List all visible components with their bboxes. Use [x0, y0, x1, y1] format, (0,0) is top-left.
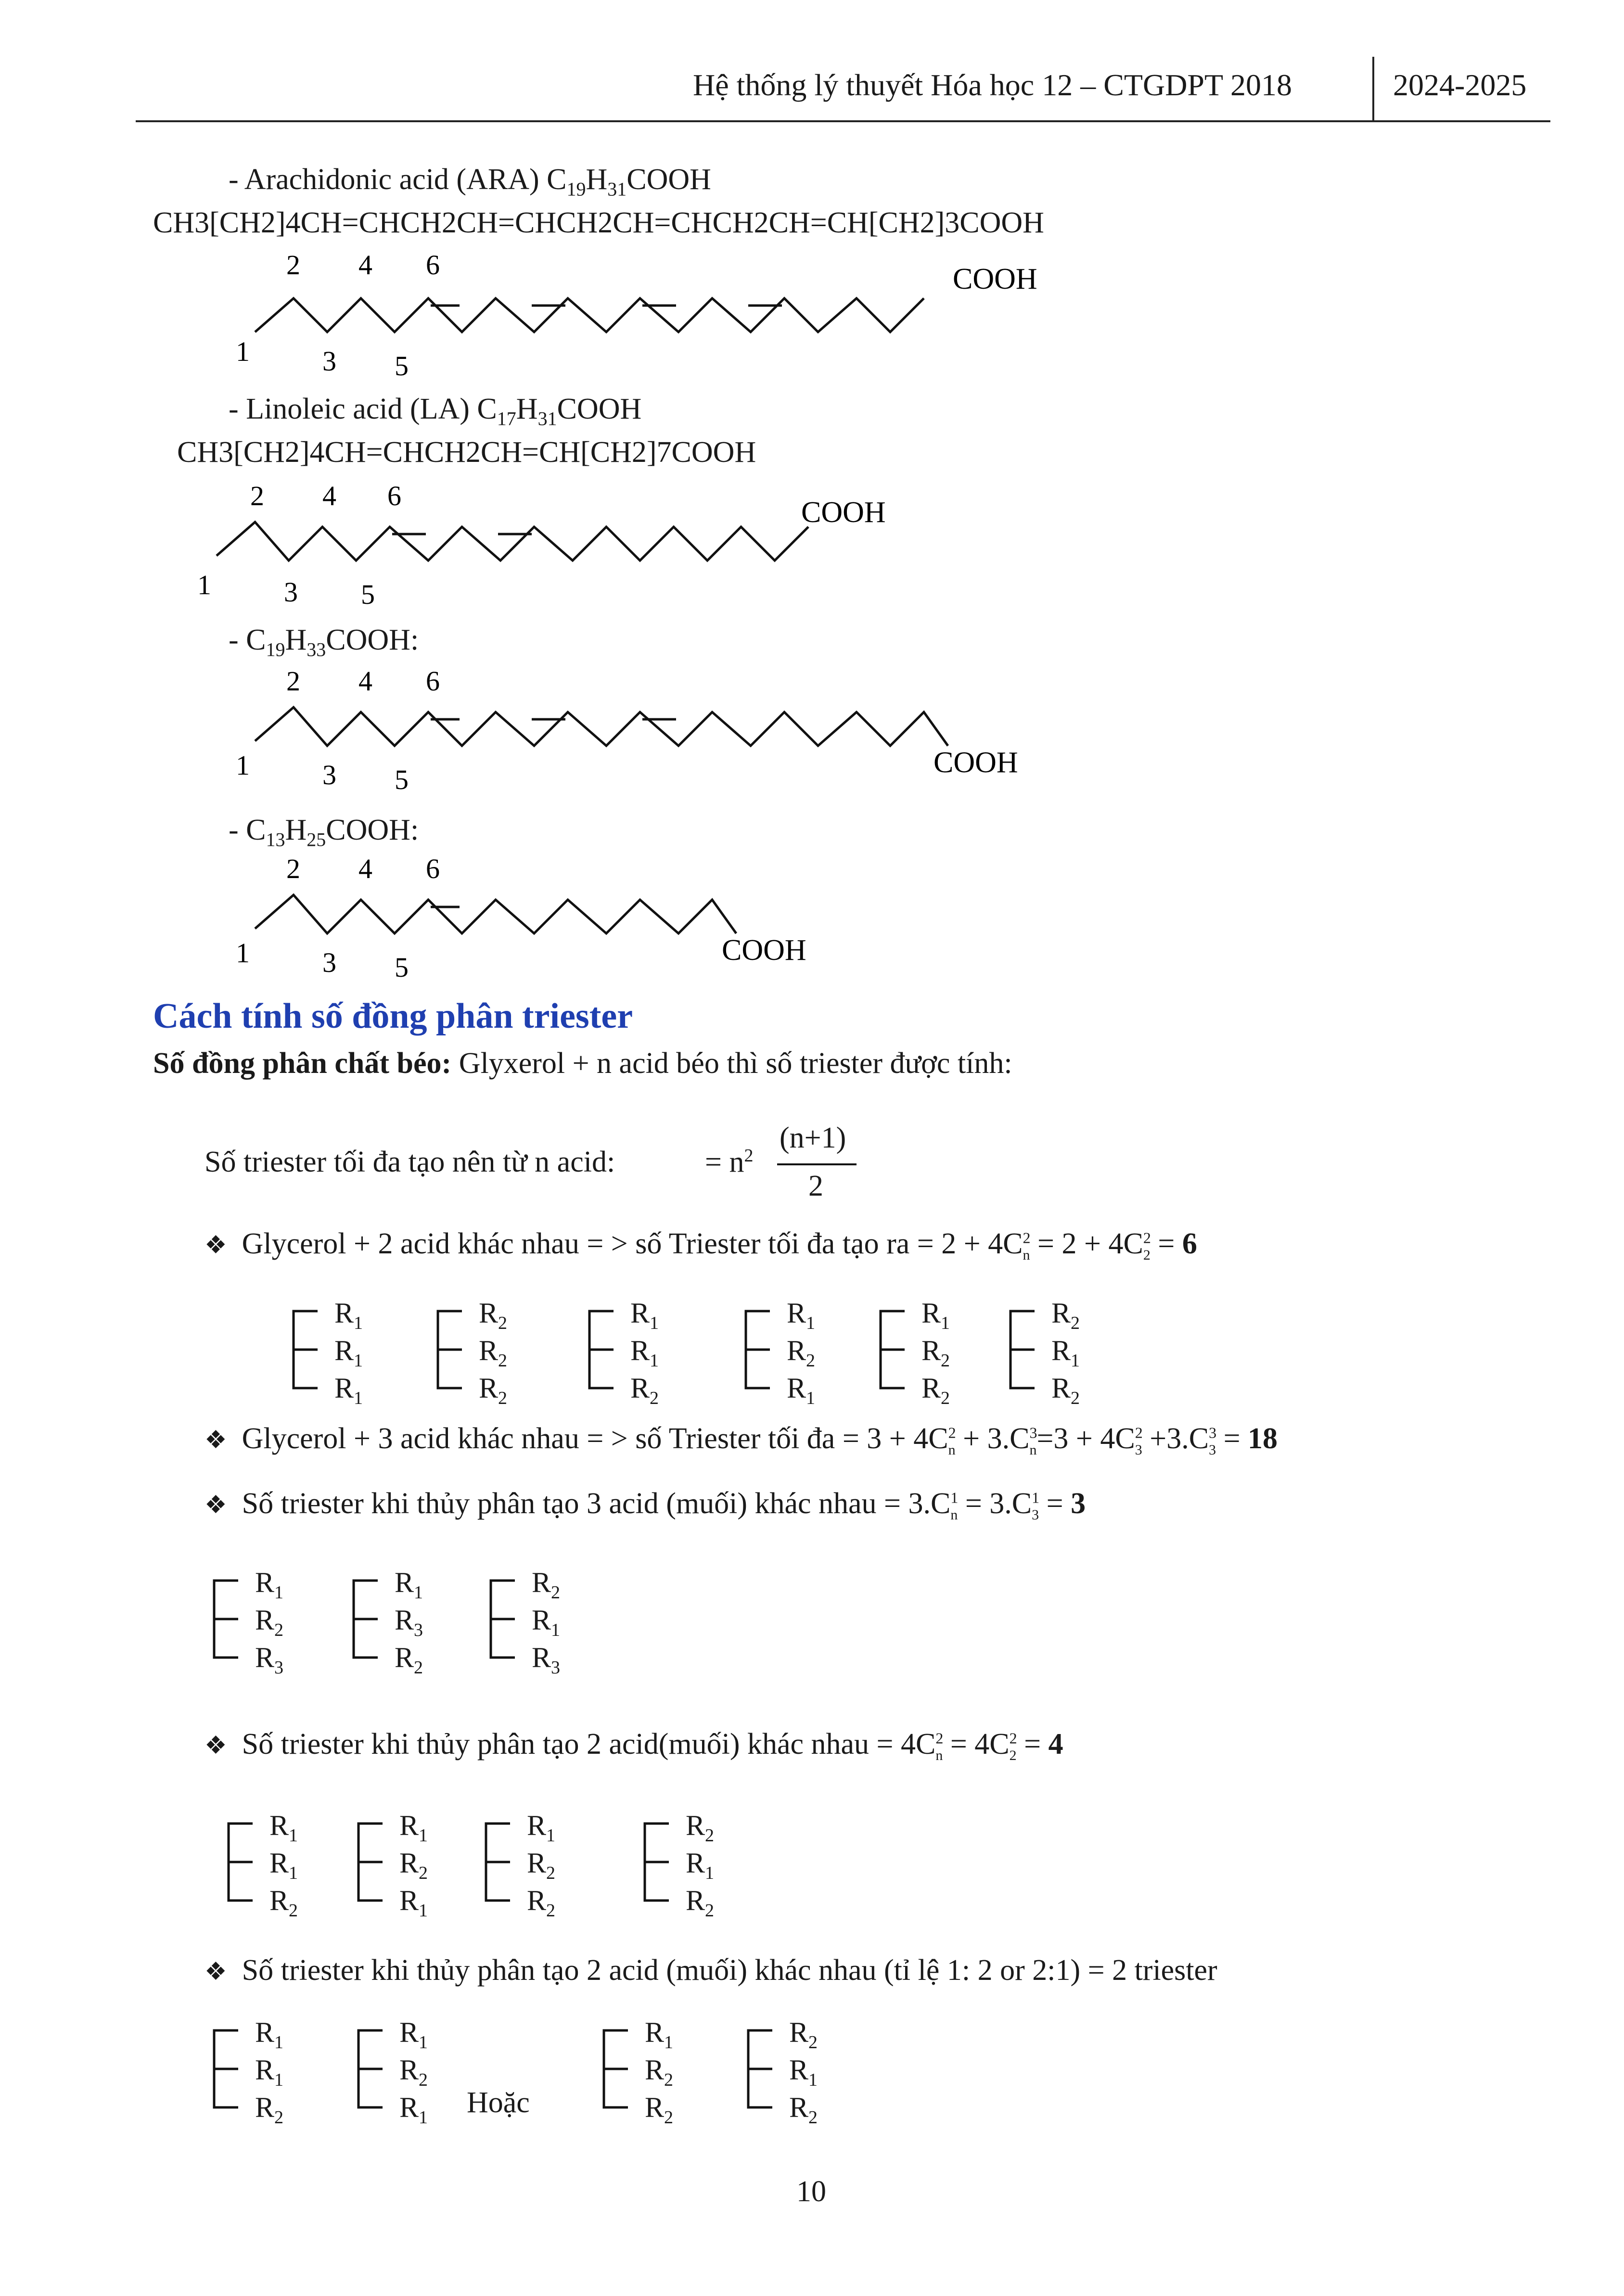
bullet-diamond-icon: ❖ — [205, 1732, 227, 1760]
skeleton-label-1: 1 — [236, 336, 250, 367]
r-group-label: $R_1$ — [787, 1297, 816, 1333]
cooh-label: COOH — [722, 934, 806, 967]
header-year: 2024-2025 — [1393, 68, 1527, 102]
triester-structure — [481, 1804, 587, 1920]
r-group-label: $R_1$ — [334, 1297, 363, 1333]
r-group-label: $R_1$ — [645, 2016, 674, 2053]
bullet-4: ❖ Số triester khi thủy phân tạo 2 acid(muối) khác nhau = $4C^2_n = 4C^2_2 = 4$ — [205, 1728, 1063, 1764]
skeleton-label-3: 3 — [322, 947, 336, 978]
skeleton-label-1: 1 — [236, 750, 250, 781]
page-number: 10 — [796, 2175, 826, 2208]
bullet-1: ❖ Glycerol + 2 acid khác nhau = > số Triester tối đa tạo ra = $2 + 4C^2_n = 2 + 4C^2_2 = 6$ — [205, 1227, 1197, 1263]
r-group-label: $R_1$ — [630, 1297, 659, 1333]
triester-structure — [741, 1292, 847, 1407]
r-group-label: $R_1$ — [334, 1372, 363, 1408]
r-group-label: $R_1$ — [395, 1567, 423, 1603]
r-group-label: $R_2$ — [479, 1335, 508, 1371]
hoac-label: Hoặc — [467, 2086, 530, 2119]
r-group-label: $R_2$ — [527, 1885, 556, 1921]
glycerol-bracket-icon — [354, 1804, 387, 1920]
la-label: - Linoleic acid (LA) $C_{17}H_{31}COOH$ — [229, 393, 642, 430]
r-group-label: $R_1$ — [255, 2016, 284, 2053]
header-divider-vertical — [1372, 57, 1374, 120]
ara-label: - Arachidonic acid (ARA) $C_{19}H_{31}COOH$ — [229, 163, 711, 200]
skeleton-label-5: 5 — [395, 952, 409, 983]
triester-structure — [209, 1561, 315, 1677]
r-group-label: $R_1$ — [921, 1297, 950, 1333]
ara-formula: CH3[CH2]4CH=CHCH2CH=CHCH2CH=CHCH2CH=CH[CH2]3COOH — [153, 206, 1044, 239]
fraction-bar — [777, 1163, 857, 1165]
skeleton-label-4: 4 — [358, 250, 372, 281]
c13-skeleton — [226, 852, 900, 996]
r-group-label: $R_2$ — [1051, 1297, 1080, 1333]
r-group-label: $R_1$ — [255, 2054, 284, 2090]
skeleton-label-3: 3 — [322, 345, 336, 377]
glycerol-bracket-icon — [640, 1804, 674, 1920]
glycerol-bracket-icon — [743, 2011, 777, 2127]
triester-structure — [433, 1292, 539, 1407]
glycerol-bracket-icon — [1006, 1292, 1039, 1407]
r-group-label: $R_1$ — [255, 1567, 284, 1603]
skeleton-label-2: 2 — [286, 250, 300, 281]
r-group-label: $R_1$ — [399, 1885, 428, 1921]
glycerol-bracket-icon — [741, 1292, 775, 1407]
r-group-label: $R_2$ — [479, 1297, 508, 1333]
header-title: Hệ thống lý thuyết Hóa học 12 – CTGDPT 2018 — [693, 68, 1292, 102]
r-group-label: $R_1$ — [334, 1335, 363, 1371]
r-group-label: $R_2$ — [921, 1335, 950, 1371]
glycerol-bracket-icon — [349, 1561, 383, 1677]
bullet-2: ❖ Glycerol + 3 acid khác nhau = > số Triester tối đa = $3 + 4C^2_n + 3.C^3_n=3 + 4C^2_3 +3.C^3_3 = 18$ — [205, 1422, 1278, 1458]
skeleton-label-5: 5 — [395, 764, 409, 795]
triester-structure — [354, 2011, 460, 2127]
bullet-3: ❖ Số triester khi thủy phân tạo 3 acid (muối) khác nhau = $3.C^1_n = 3.C^1_3 = 3$ — [205, 1487, 1086, 1523]
skeleton-label-2: 2 — [250, 480, 264, 511]
skeleton-label-6: 6 — [426, 250, 440, 281]
r-group-label: $R_1$ — [399, 1810, 428, 1846]
r-group-label: $R_2$ — [532, 1567, 561, 1603]
glycerol-bracket-icon — [209, 2011, 243, 2127]
skeleton-label-4: 4 — [322, 480, 336, 511]
c13-label: - $C_{13}H_{25}COOH$: — [229, 814, 419, 851]
cooh-label: COOH — [933, 746, 1018, 779]
triester-structure — [599, 2011, 705, 2127]
glycerol-bracket-icon — [354, 2011, 387, 2127]
triester-structure — [289, 1292, 395, 1407]
glycerol-bracket-icon — [876, 1292, 909, 1407]
triester-structure — [354, 1804, 460, 1920]
bullet-diamond-icon: ❖ — [205, 1492, 227, 1519]
skeleton-label-6: 6 — [387, 480, 401, 511]
r-group-label: $R_2$ — [255, 2092, 284, 2128]
triester-structure — [224, 1804, 330, 1920]
r-group-label: $R_1$ — [269, 1810, 298, 1846]
r-group-label: $R_2$ — [479, 1372, 508, 1408]
glycerol-bracket-icon — [585, 1292, 618, 1407]
section-intro: Số đồng phân chất béo: Glyxerol + n acid béo thì số triester được tính: — [153, 1047, 1012, 1080]
max-triester-den: 2 — [808, 1170, 823, 1202]
skeleton-label-1: 1 — [236, 937, 250, 969]
r-group-label: $R_2$ — [789, 2016, 818, 2053]
max-triester-lhs: = $n^2$ — [705, 1146, 754, 1179]
r-group-label: $R_2$ — [645, 2092, 674, 2128]
r-group-label: $R_2$ — [686, 1810, 715, 1846]
glycerol-bracket-icon — [599, 2011, 633, 2127]
skeleton-label-5: 5 — [395, 350, 409, 382]
skeleton-label-6: 6 — [426, 853, 440, 884]
triester-structure — [876, 1292, 982, 1407]
r-group-label: $R_2$ — [527, 1847, 556, 1883]
c19-label: - $C_{19}H_{33}COOH$: — [229, 624, 419, 661]
r-group-label: $R_2$ — [395, 1642, 423, 1678]
cooh-label: COOH — [953, 263, 1037, 295]
skeleton-label-3: 3 — [284, 576, 298, 608]
triester-structure — [209, 2011, 315, 2127]
triester-structure — [743, 2011, 849, 2127]
r-group-label: $R_2$ — [399, 2054, 428, 2090]
r-group-label: $R_1$ — [399, 2092, 428, 2128]
la-skeleton — [192, 479, 962, 623]
triester-structure — [1006, 1292, 1112, 1407]
r-group-label: $R_2$ — [787, 1335, 816, 1371]
bullet-diamond-icon: ❖ — [205, 1958, 227, 1986]
triester-structure — [640, 1804, 746, 1920]
r-group-label: $R_3$ — [395, 1604, 423, 1640]
r-group-label: $R_1$ — [630, 1335, 659, 1371]
section-title: Cách tính số đồng phân triester — [153, 996, 633, 1036]
glycerol-bracket-icon — [224, 1804, 257, 1920]
triester-structure — [349, 1561, 455, 1677]
bullet-5: ❖ Số triester khi thủy phân tạo 2 acid (muối) khác nhau (tỉ lệ 1: 2 or 2:1) = 2 triester — [205, 1954, 1217, 1987]
r-group-label: $R_1$ — [787, 1372, 816, 1408]
skeleton-label-2: 2 — [286, 665, 300, 697]
r-group-label: $R_2$ — [269, 1885, 298, 1921]
r-group-label: $R_3$ — [532, 1642, 561, 1678]
skeleton-label-4: 4 — [358, 665, 372, 697]
triester-structure — [486, 1561, 592, 1677]
skeleton-label-5: 5 — [361, 579, 375, 610]
r-group-label: $R_1$ — [527, 1810, 556, 1846]
skeleton-label-6: 6 — [426, 665, 440, 697]
glycerol-bracket-icon — [486, 1561, 520, 1677]
r-group-label: $R_2$ — [645, 2054, 674, 2090]
ara-skeleton — [226, 250, 1092, 399]
cooh-label: COOH — [801, 496, 886, 529]
skeleton-label-3: 3 — [322, 759, 336, 791]
skeleton-label-2: 2 — [286, 853, 300, 884]
r-group-label: $R_2$ — [1051, 1372, 1080, 1408]
header-rule — [136, 120, 1550, 122]
r-group-label: $R_2$ — [399, 1847, 428, 1883]
r-group-label: $R_2$ — [789, 2092, 818, 2128]
r-group-label: $R_2$ — [686, 1885, 715, 1921]
r-group-label: $R_1$ — [532, 1604, 561, 1640]
c19-skeleton — [226, 664, 1092, 808]
triester-structure — [585, 1292, 691, 1407]
r-group-label: $R_1$ — [686, 1847, 715, 1883]
skeleton-label-1: 1 — [197, 569, 211, 600]
bullet-diamond-icon: ❖ — [205, 1232, 227, 1259]
r-group-label: $R_2$ — [630, 1372, 659, 1408]
glycerol-bracket-icon — [481, 1804, 515, 1920]
bullet-diamond-icon: ❖ — [205, 1427, 227, 1454]
skeleton-label-4: 4 — [358, 853, 372, 884]
max-triester-label: Số triester tối đa tạo nên từ n acid: — [205, 1146, 615, 1178]
max-triester-num: (n+1) — [780, 1122, 846, 1154]
r-group-label: $R_2$ — [921, 1372, 950, 1408]
glycerol-bracket-icon — [289, 1292, 322, 1407]
r-group-label: $R_2$ — [255, 1604, 284, 1640]
la-formula: CH3[CH2]4CH=CHCH2CH=CH[CH2]7COOH — [177, 436, 756, 469]
glycerol-bracket-icon — [209, 1561, 243, 1677]
r-group-label: $R_1$ — [399, 2016, 428, 2053]
glycerol-bracket-icon — [433, 1292, 467, 1407]
r-group-label: $R_1$ — [269, 1847, 298, 1883]
r-group-label: $R_1$ — [1051, 1335, 1080, 1371]
r-group-label: $R_1$ — [789, 2054, 818, 2090]
r-group-label: $R_3$ — [255, 1642, 284, 1678]
